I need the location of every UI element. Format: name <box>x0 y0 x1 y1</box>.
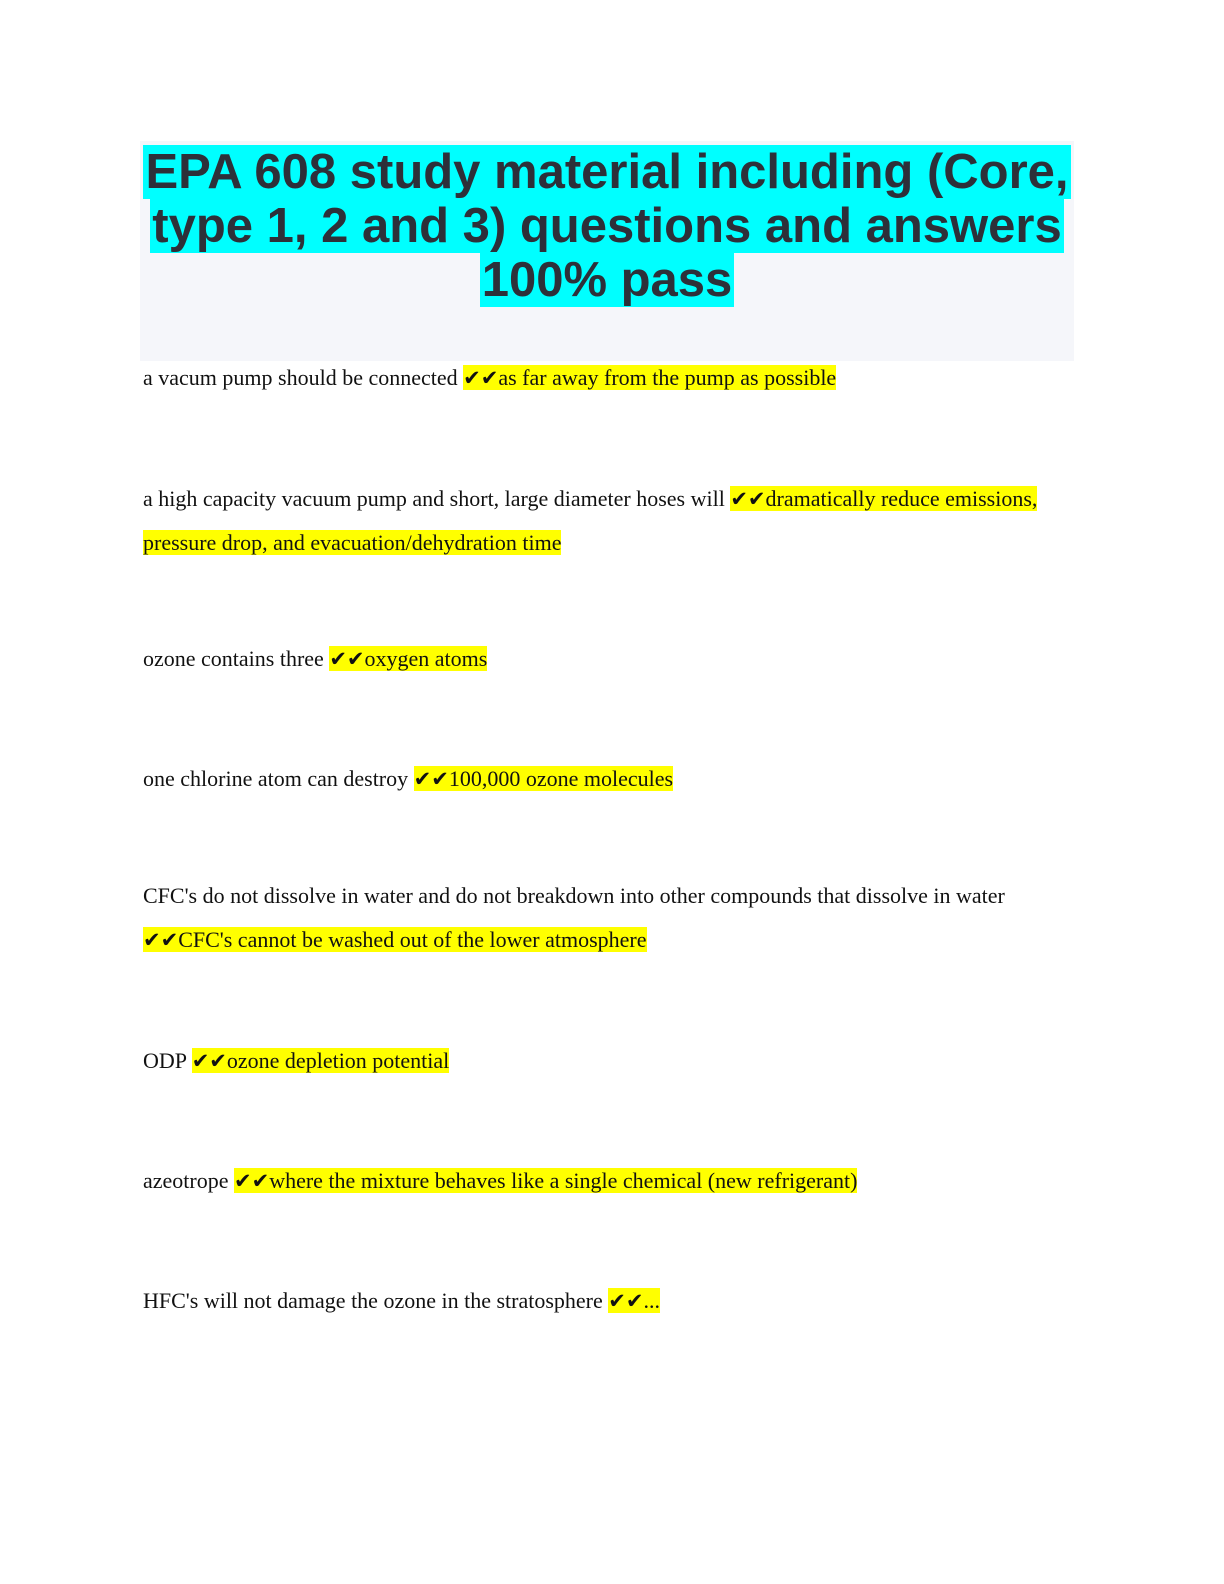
answer-highlight <box>608 1288 660 1313</box>
title-box <box>140 141 1074 361</box>
qa-item-4 <box>143 757 1043 801</box>
qa-item-3 <box>143 637 1043 681</box>
qa-item-8 <box>143 1279 1043 1323</box>
qa-item-7 <box>143 1159 1043 1203</box>
qa-item-2 <box>143 477 1043 565</box>
answer-text: CFC's cannot be washed out of the lower atmosphere <box>178 927 647 952</box>
answer-text: ozone depletion potential <box>226 1048 450 1073</box>
title-line-1: EPA 608 study material including (Core, <box>145 145 1069 199</box>
double-check-icon: ✔✔ <box>191 1049 227 1073</box>
double-check-icon: ✔✔ <box>463 366 499 390</box>
double-check-icon: ✔✔ <box>329 647 365 671</box>
double-check-icon: ✔✔ <box>234 1169 270 1193</box>
double-check-icon: ✔✔ <box>413 767 449 791</box>
title-line-2: type 1, 2 and 3) questions and answers <box>152 199 1062 253</box>
answer-text: 100,000 ozone molecules <box>448 766 674 791</box>
question-text: one chlorine atom can destroy <box>143 766 414 791</box>
question-text: HFC's will not damage the ozone in the stratosphere <box>143 1288 609 1313</box>
question-text: a high capacity vacuum pump and short, large diameter hoses will <box>143 486 731 511</box>
answer-highlight <box>192 1048 450 1073</box>
answer-text: as far away from the pump as possible <box>498 365 837 390</box>
qa-item-6 <box>143 1039 1043 1083</box>
double-check-icon: ✔✔ <box>730 487 766 511</box>
answer-text: where the mixture behaves like a single chemical (new refrigerant) <box>269 1168 858 1193</box>
qa-item-1 <box>143 356 1043 400</box>
question-text: CFC's do not dissolve in water and do not breakdown into other compounds that dissolve in water <box>143 883 1005 908</box>
question-text: ODP <box>143 1048 192 1073</box>
answer-text: ... <box>643 1288 660 1313</box>
double-check-icon: ✔✔ <box>608 1289 644 1313</box>
question-text: ozone contains three <box>143 646 330 671</box>
qa-item-5 <box>143 874 1033 962</box>
answer-highlight <box>463 365 836 390</box>
answer-highlight <box>143 927 647 952</box>
answer-highlight <box>329 646 487 671</box>
title-line-3: 100% pass <box>481 253 733 307</box>
double-check-icon: ✔✔ <box>143 928 179 952</box>
answer-text: dramatically reduce emissions, pressure drop, and evacuation/dehydration time <box>143 486 1038 555</box>
answer-highlight <box>414 766 673 791</box>
answer-highlight <box>234 1168 857 1193</box>
question-text: azeotrope <box>143 1168 234 1193</box>
answer-text: oxygen atoms <box>364 646 488 671</box>
question-text: a vacum pump should be connected <box>143 365 464 390</box>
